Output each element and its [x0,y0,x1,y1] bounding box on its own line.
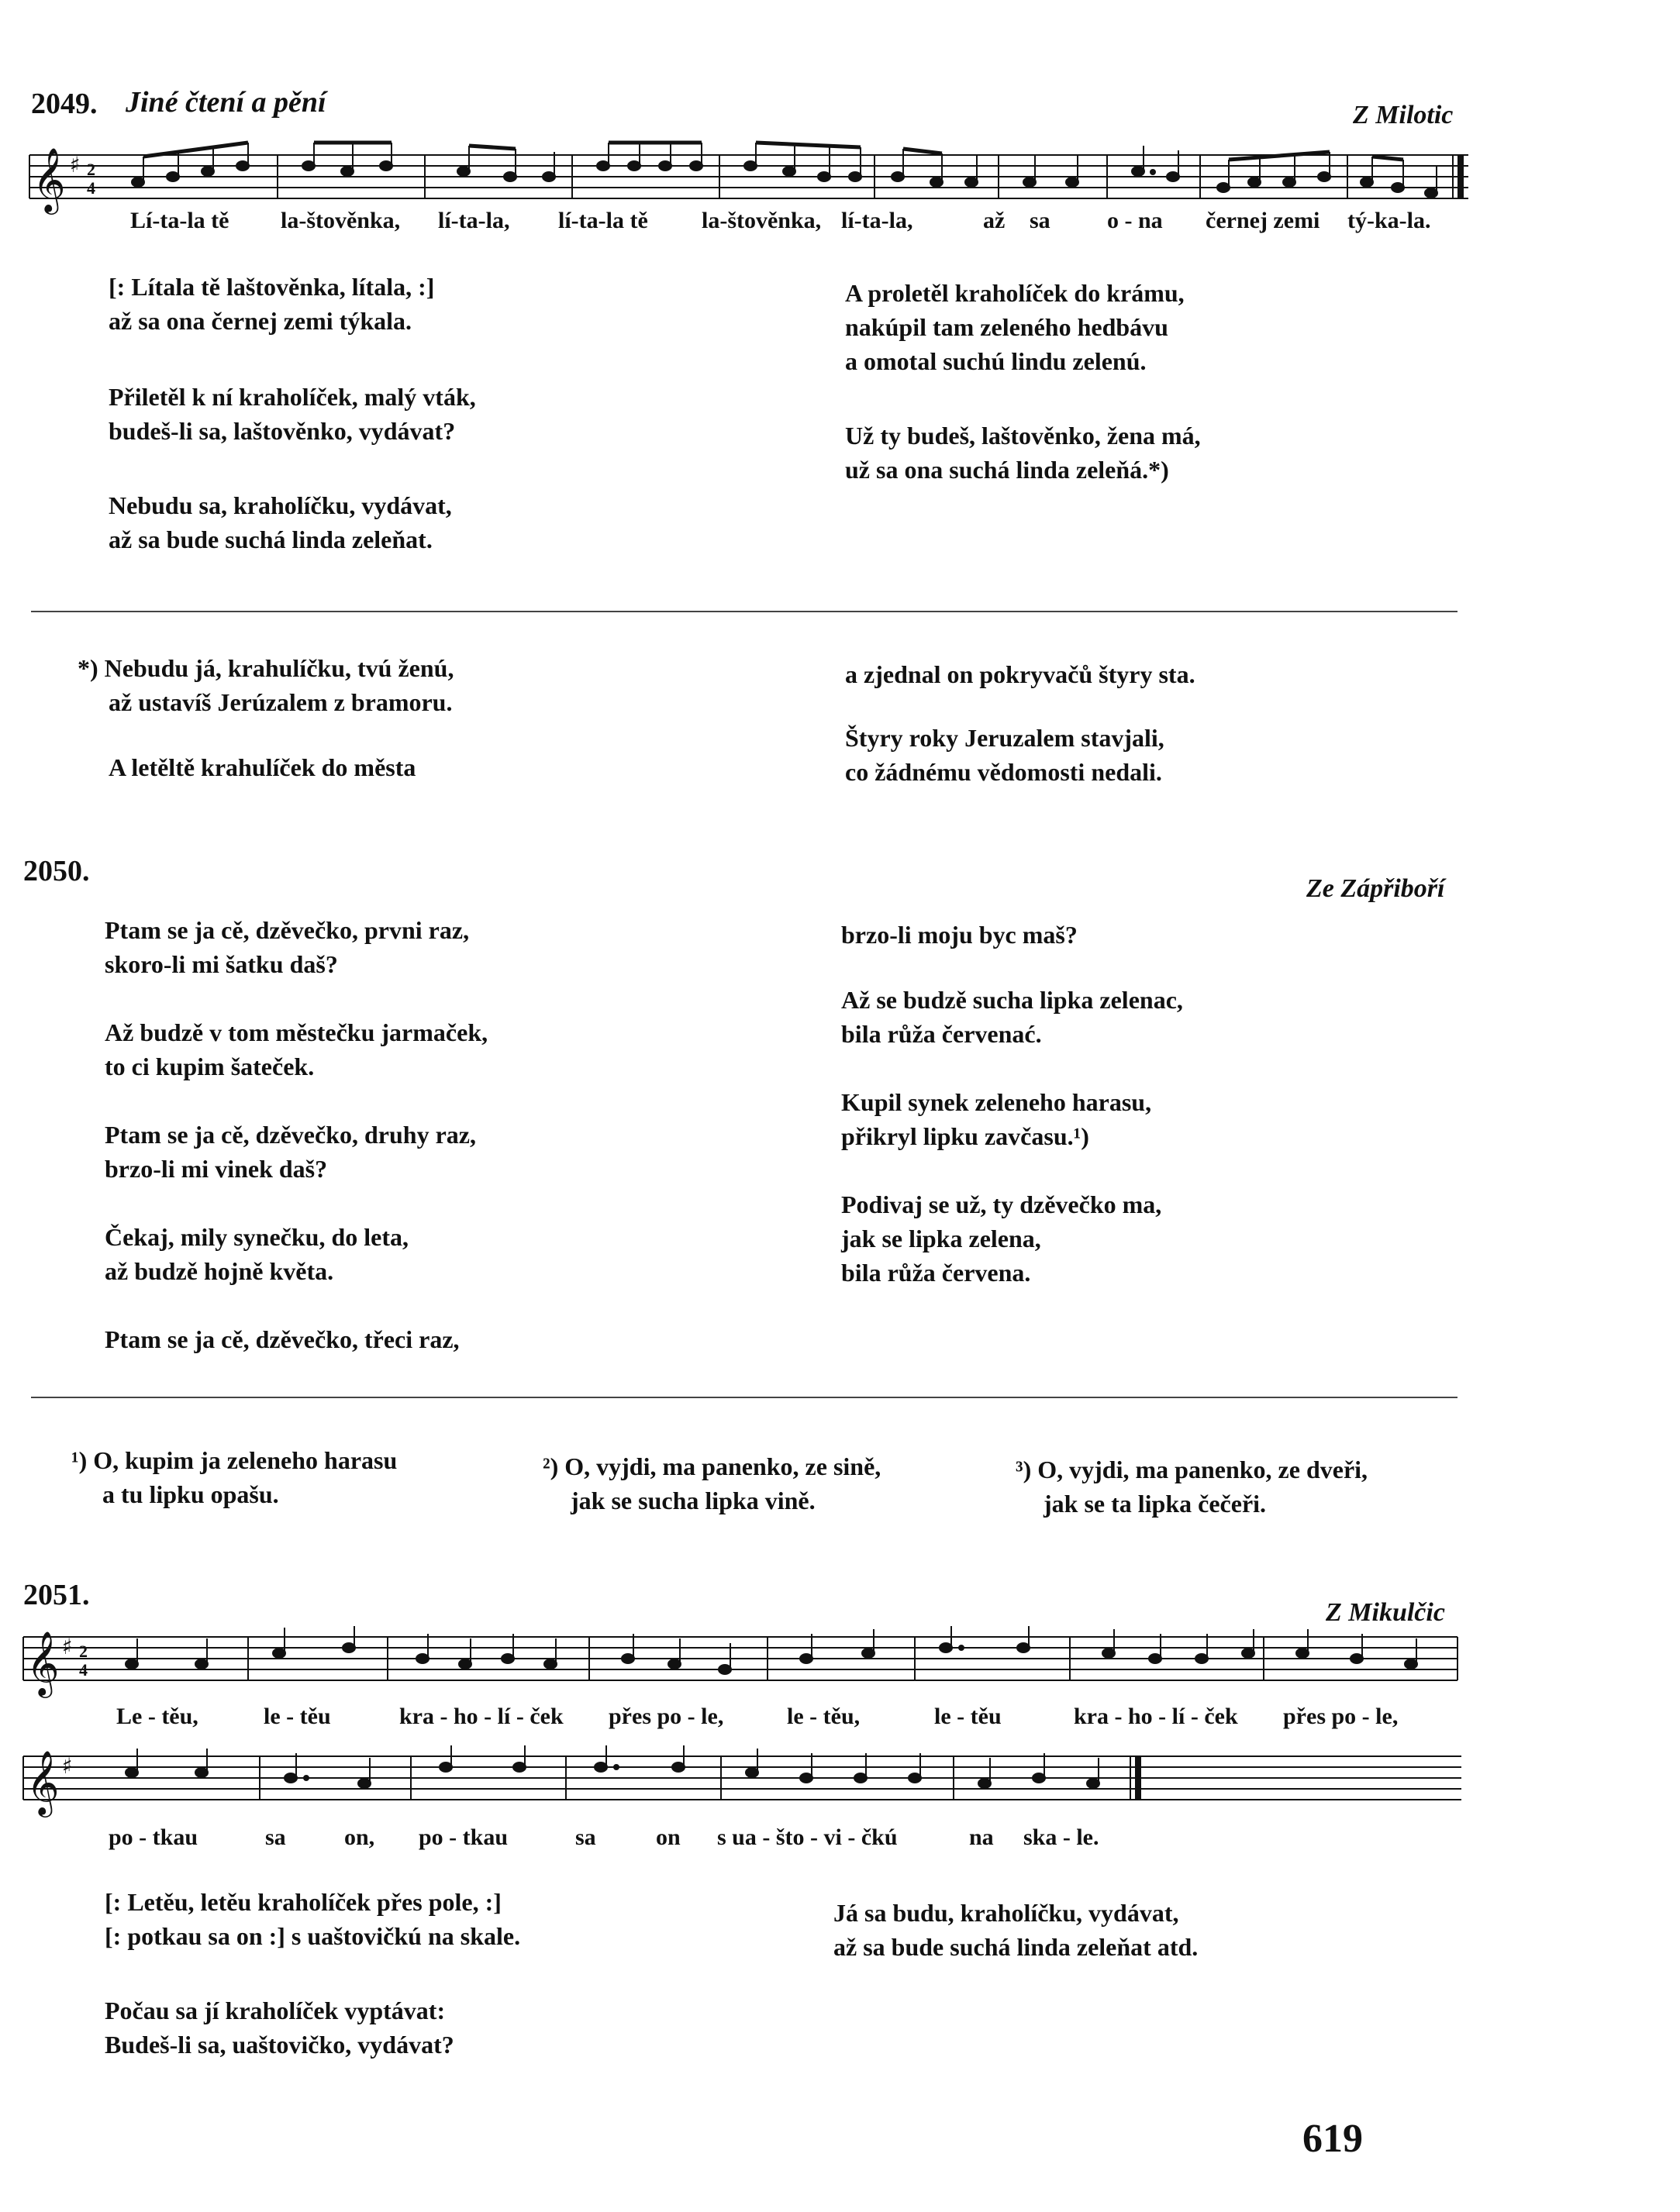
verse-line: Čekaj, mily synečku, do leta, [105,1223,409,1251]
footnote-2049-left-1 [78,651,454,719]
lyric-2051-2-8: na [969,1824,994,1850]
lyric-2051-1-2: le - těu [264,1704,331,1729]
verse-line: bila růža červena. [841,1259,1031,1287]
stanza-2049-left-1 [109,270,434,338]
stanza-2049-right-1 [845,276,1185,378]
verse-line: co žádnému vědomosti nedali. [845,758,1162,786]
stanza-2049-left-3 [109,488,452,556]
lyric-2051-1-5: le - těu, [787,1704,861,1729]
page-number: 619 [1302,2117,1363,2161]
lyric-2051-2-7: s ua - što - vi - čkú [717,1824,898,1850]
music-staff-2051-line1 [23,1626,1457,1704]
lyric-2051-2-4: po - tkau [419,1824,509,1850]
footnote-2050-2 [543,1449,881,1518]
verse-line: Kupil synek zeleneho harasu, [841,1088,1152,1116]
lyric-2051-2-6: on [656,1824,681,1850]
lyric-2051-2-2: sa [265,1824,286,1850]
lyric-2051-2-3: on, [344,1824,375,1850]
stanza-2050-left-4 [105,1220,409,1288]
svg-text:2: 2 [79,1642,88,1661]
stanza-2050-right-3 [841,1085,1151,1153]
song-origin-2050: Ze Zápřiboří [1306,874,1445,903]
lyric-2051-2-9: ska - le. [1023,1824,1099,1850]
song-number-2049: 2049. [31,88,98,120]
lyric-2051-2-1: po - tkau [109,1824,198,1850]
verse-line: Přiletěl k ní kraholíček, malý vták, [109,383,476,411]
lyric-2049-7: až [983,208,1006,233]
verse-line: brzo-li moju byc maš? [841,921,1078,949]
stanza-2049-left-2 [109,380,476,448]
verse-line: Až se budzě sucha lipka zelenac, [841,986,1183,1014]
verse-line: a omotal suchú lindu zelenú. [845,347,1147,375]
verse-line: [: Lítala tě laštověnka, lítala, :] [109,273,435,301]
svg-text:♯: ♯ [70,152,81,177]
stanza-2050-left-5 [105,1322,460,1356]
music-staff-2051-line2 [23,1745,1461,1815]
verse-line: Nebudu sa, kraholíčku, vydávat, [109,491,452,519]
verse-line: až sa bude suchá linda zeleňat. [109,525,433,553]
stanza-2050-left-2 [105,1015,488,1084]
footnote-2050-1 [71,1443,397,1511]
verse-line: A letěltě krahulíček do města [109,753,416,781]
verse-line: bila růža červenać. [841,1020,1042,1048]
footnote-2049-right-2 [845,721,1164,789]
svg-text:4: 4 [87,178,95,198]
lyric-2051-1-7: kra - ho - lí - ček [1074,1704,1238,1729]
stanza-2050-left-1 [105,913,469,981]
verse-line: až budzě hojně květa. [105,1257,334,1285]
verse-line: ²) O, vyjdi, ma panenko, ze sině, [543,1452,881,1480]
footnote-2050-3 [1016,1452,1368,1521]
song-title-2049: Jiné čtení a pění [126,86,326,119]
verse-line: až sa ona černej zemi týkala. [109,307,412,335]
verse-line: nakúpil tam zeleného hedbávu [845,313,1168,341]
verse-line: Ptam se ja cě, dzěvečko, druhy raz, [105,1121,476,1149]
lyric-2049-11: tý-ka-la. [1347,208,1431,233]
svg-text:♯: ♯ [62,1634,73,1659]
verse-line: Budeš-li sa, uaštovičko, vydávat? [105,2031,454,2059]
footnote-2049-right-1 [845,657,1195,691]
verse-line: jak se lipka zelena, [841,1225,1041,1252]
footnote-divider-2050 [31,1397,1457,1398]
lyric-2051-1-8: přes po - le, [1283,1704,1399,1729]
verse-line: [: Letěu, letěu kraholíček přes pole, :] [105,1888,502,1916]
svg-text:𝄞: 𝄞 [26,1630,60,1695]
stanza-2050-right-2 [841,983,1183,1051]
verse-line: Už ty budeš, laštověnko, žena má, [845,422,1201,450]
verse-line: přikryl lipku zavčasu.¹) [841,1122,1089,1150]
lyric-2049-5: la-štověnka, [702,208,822,233]
svg-text:𝄞: 𝄞 [33,146,66,212]
verse-line: Počau sa jí kraholíček vyptávat: [105,1997,446,2024]
verse-line: ³) O, vyjdi, ma panenko, ze dveři, [1016,1456,1368,1483]
lyric-2049-3: lí-ta-la, [438,208,510,233]
lyric-2051-1-6: le - těu [934,1704,1002,1729]
svg-text:2: 2 [87,160,95,179]
verse-line: až ustavíš Jerúzalem z bramoru. [109,688,453,716]
lyric-2049-6: lí-ta-la, [841,208,913,233]
lyric-2049-2: la-štověnka, [281,208,401,233]
stanza-2050-right-1 [841,918,1078,952]
song-number-2051: 2051. [23,1579,90,1611]
stanza-2050-right-4 [841,1187,1161,1290]
verse-line: skoro-li mi šatku daš? [105,950,338,978]
verse-line: budeš-li sa, laštověnko, vydávat? [109,417,456,445]
stanza-2051-left-2 [105,1993,454,2062]
verse-line: *) Nebudu já, krahulíčku, tvú ženú, [78,654,454,682]
verse-line: jak se ta lipka čečeři. [1044,1490,1267,1518]
song-origin-2049: Z Milotic [1353,101,1454,129]
verse-line: a tu lipku opašu. [102,1480,279,1508]
footnote-2049-left-2 [109,750,416,784]
verse-line: ¹) O, kupim ja zeleneho harasu [71,1446,398,1474]
footnote-divider-2049 [31,611,1457,612]
song-origin-2051: Z Mikulčic [1326,1598,1445,1627]
verse-line: jak se sucha lipka vině. [571,1487,816,1514]
lyric-2051-2-5: sa [575,1824,596,1850]
verse-line: a zjednal on pokryvačů štyry sta. [845,660,1195,688]
lyric-2049-10: černej zemi [1206,208,1320,233]
lyric-2049-8: sa [1030,208,1050,233]
verse-line: Až budzě v tom městečku jarmaček, [105,1018,488,1046]
svg-text:♯: ♯ [62,1753,73,1779]
verse-line: Ptam se ja cě, dzěvečko, třeci raz, [105,1325,460,1353]
verse-line: Podivaj se už, ty dzěvečko ma, [841,1190,1162,1218]
verse-line: to ci kupim šateček. [105,1053,315,1080]
lyric-2051-1-1: Le - těu, [116,1704,198,1729]
verse-line: brzo-li mi vinek daš? [105,1155,328,1183]
svg-text:4: 4 [79,1660,88,1680]
verse-line: Ptam se ja cě, dzěvečko, prvni raz, [105,916,470,944]
stanza-2051-right-1 [833,1896,1198,1964]
verse-line: Štyry roky Jeruzalem stavjali, [845,724,1164,752]
lyric-2051-1-4: přes po - le, [609,1704,724,1729]
verse-line: [: potkau sa on :] s uaštovičkú na skale. [105,1922,521,1950]
stanza-2050-left-3 [105,1118,476,1186]
stanza-2049-right-2 [845,419,1201,487]
svg-text:𝄞: 𝄞 [26,1749,60,1814]
lyric-2049-9: o - na [1107,208,1163,233]
lyric-2051-1-3: kra - ho - lí - ček [399,1704,564,1729]
song-number-2050: 2050. [23,855,90,887]
lyric-2049-4: lí-ta-la tě [558,208,648,233]
verse-line: až sa bude suchá linda zeleňat atd. [833,1933,1199,1961]
lyric-2049-1: Lí-ta-la tě [130,208,229,233]
stanza-2051-left-1 [105,1885,520,1953]
verse-line: A proletěl kraholíček do krámu, [845,279,1185,307]
verse-line: Já sa budu, kraholíčku, vydávat, [833,1899,1179,1927]
verse-line: už sa ona suchá linda zeleňá.*) [845,456,1169,484]
